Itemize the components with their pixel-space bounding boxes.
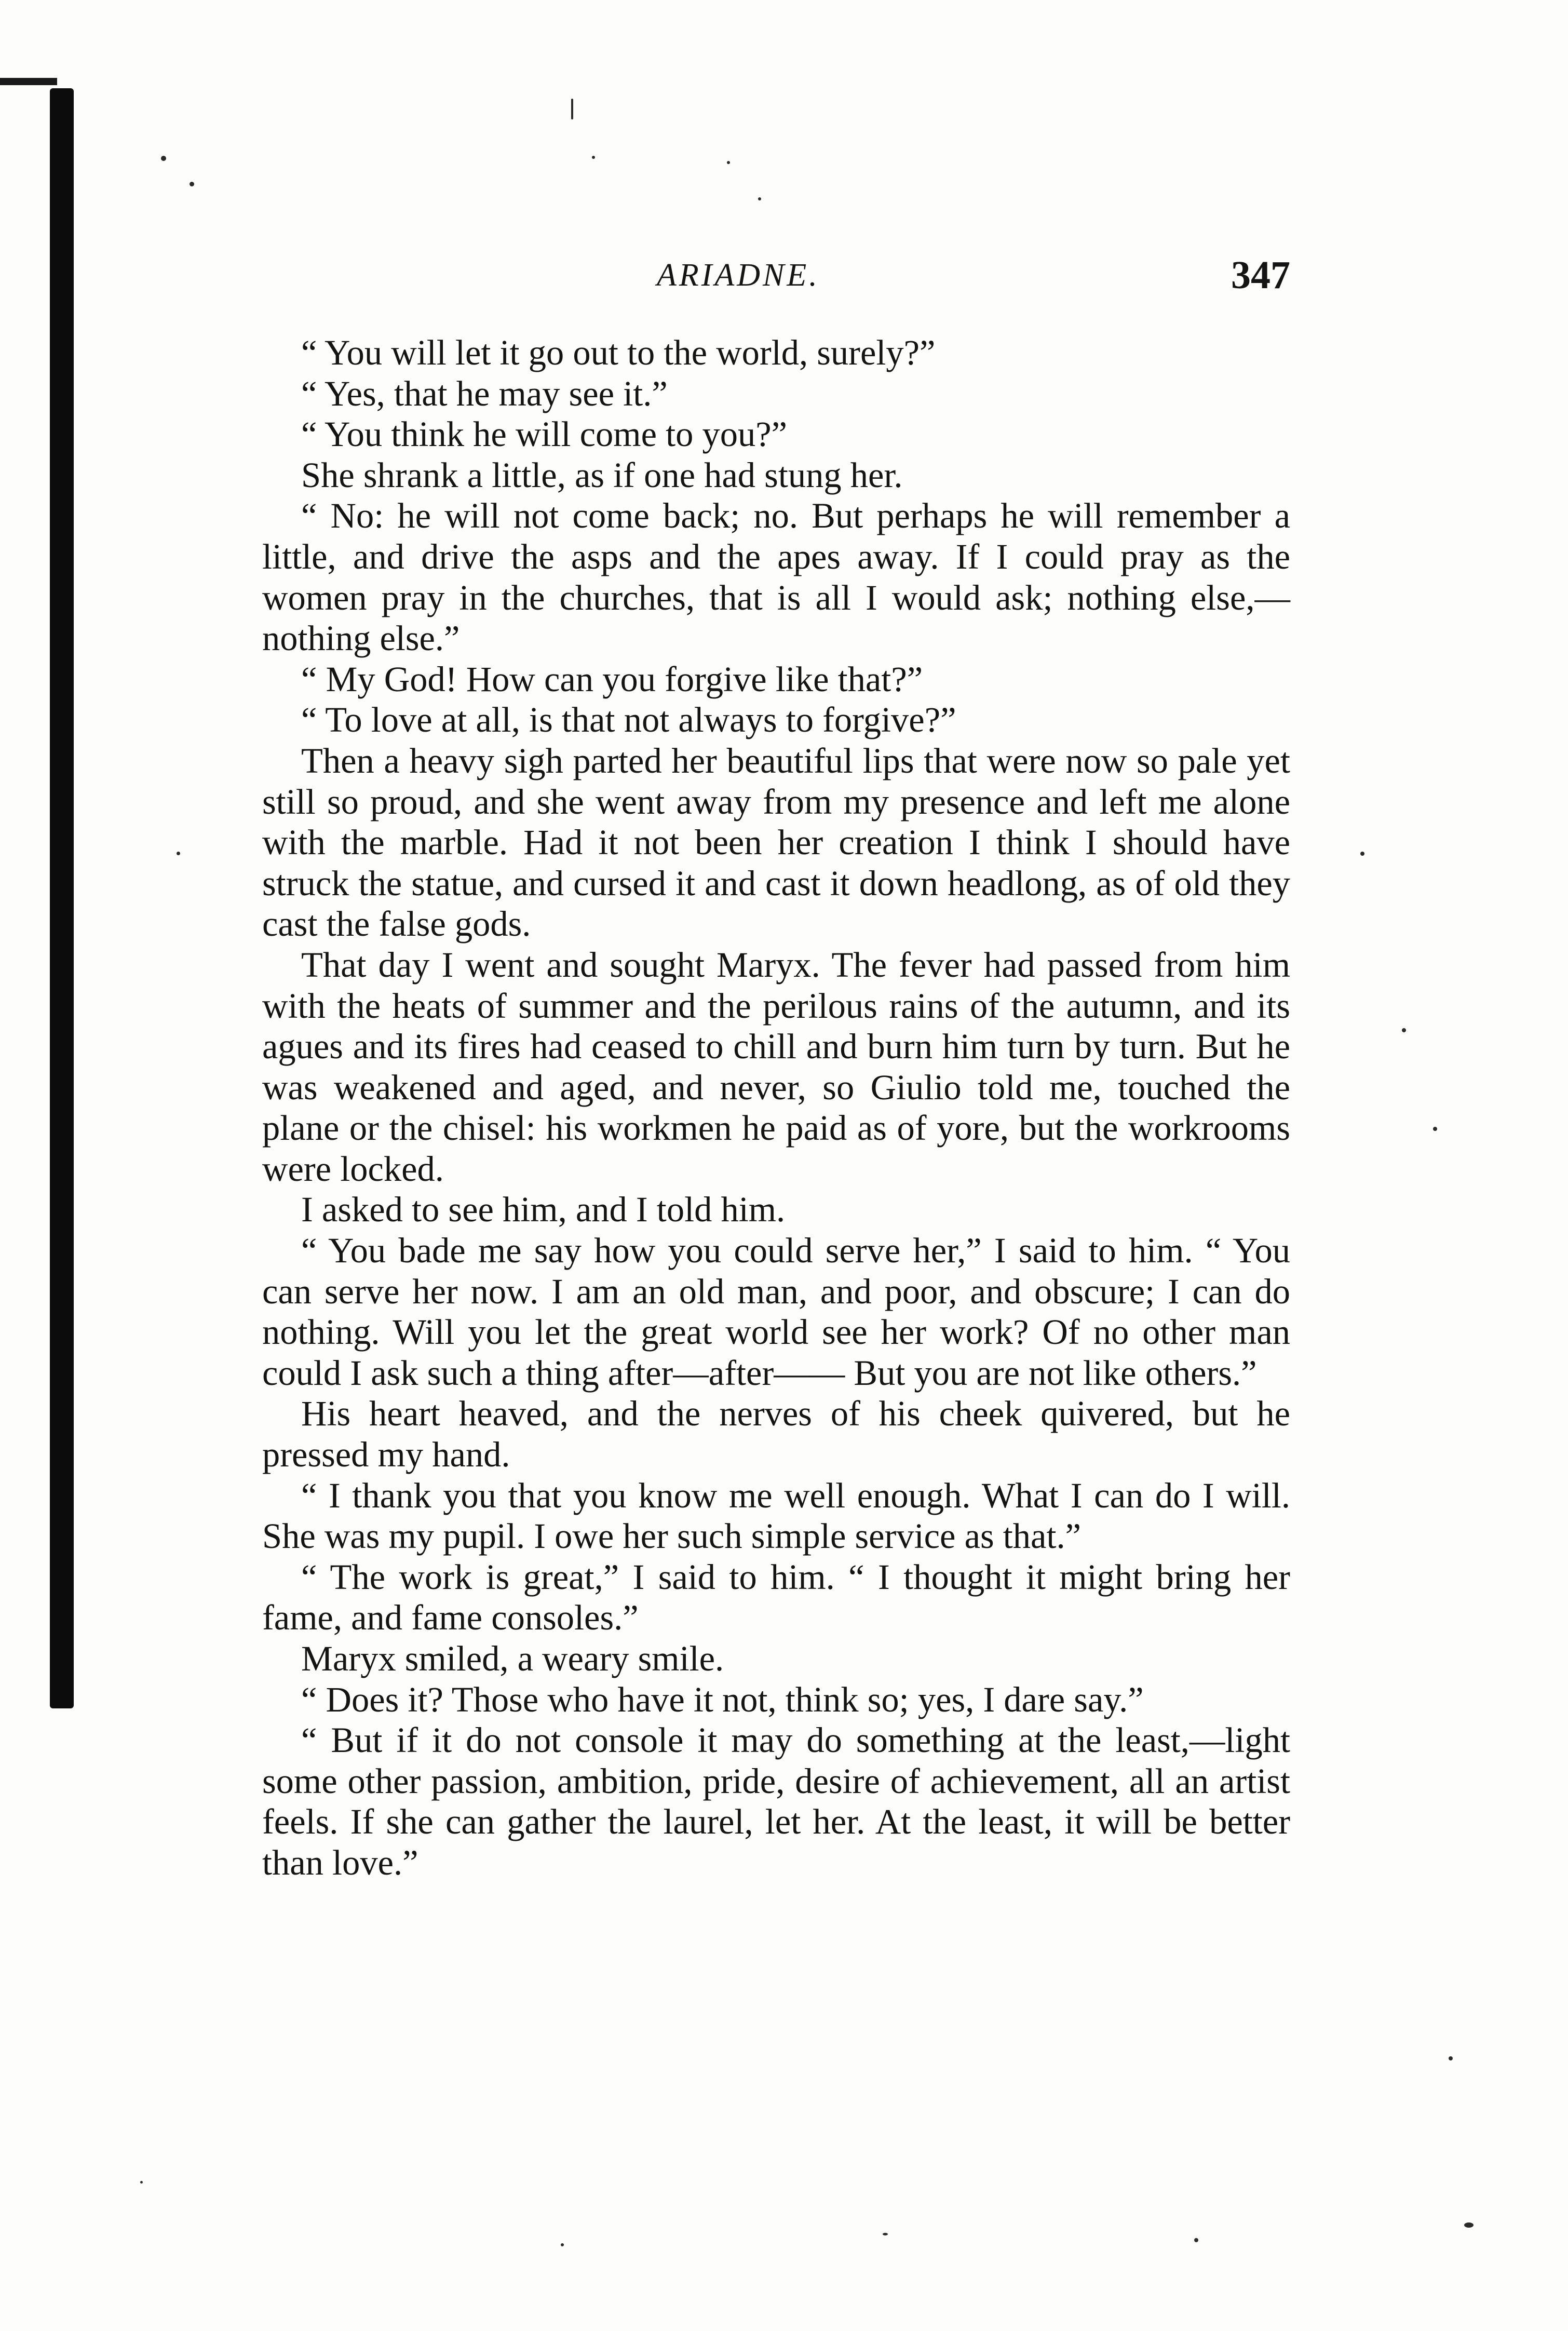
paragraph: “ To love at all, is that not always to forgive?” [301, 700, 956, 740]
paragraph: “ Does it? Those who have it not, think so; yes, I dare say.” [301, 1679, 1144, 1719]
scan-speck [140, 2181, 143, 2184]
paragraph: “ You think he will come to you?” [301, 414, 788, 454]
paragraph: That day I went and sought Maryx. The fever had passed from him with the heats of summer and the perilous rains of the autumn, and its agues and its fires had ceased to chill and burn him turn by turn. But he was weakened and aged, and never, so Giulio told me, touched the plane or the chisel: his workmen he paid as of yore, but the workrooms were locked. [262, 945, 1290, 1189]
binding-edge-mark [0, 78, 57, 85]
scan-speck [883, 2233, 888, 2235]
paragraph: “ Yes, that he may see it.” [301, 373, 668, 413]
paragraph: “ The work is great,” I said to him. “ I thought it might bring her fame, and fame consoles.” [262, 1557, 1290, 1638]
scan-speck [177, 852, 180, 855]
scan-speck [758, 197, 761, 200]
scan-speck [561, 2243, 564, 2246]
paragraph: I asked to see him, and I told him. [301, 1190, 786, 1230]
scan-speck [1464, 2222, 1474, 2228]
paragraph: “ No: he will not come back; no. But perhaps he will remember a little, and drive the asps and the apes away. If I could pray as the women pray in the churches, that is all I would ask; nothing else,—nothing else.” [262, 496, 1290, 658]
paragraph: “ My God! How can you forgive like that?” [301, 659, 923, 699]
paragraph: “ You bade me say how you could serve her,” I said to him. “ You can serve her now. I am an old man, and poor, and obscure; I can do nothing. Will you let the great world see her work? Of no other man could I ask such a thing after—after—— But you are not like others.” [262, 1231, 1290, 1393]
page-number: 347 [1231, 253, 1290, 297]
scan-speck [161, 156, 166, 161]
paragraph: “ You will let it go out to the world, surely?” [301, 333, 936, 372]
paragraph: “ But if it do not console it may do something at the least,—light some other passion, ambition, pride, desire of achievement, all an artist feels. If she can gather the laurel, let her. At the least, it will be better than love.” [262, 1720, 1290, 1882]
paragraph: “ I thank you that you know me well enough. What I can do I will. She was my pupil. I owe her such simple service as that.” [262, 1475, 1290, 1556]
scan-speck [190, 182, 194, 186]
body-text [262, 332, 1290, 1883]
scan-speck [727, 161, 730, 164]
scan-speck [1449, 2056, 1453, 2060]
running-title: ARIADNE. [657, 258, 820, 293]
scan-speck [592, 156, 595, 159]
binding-edge-shadow [50, 88, 74, 1708]
scan-speck [571, 99, 573, 119]
page-header [262, 253, 1290, 319]
paragraph: She shrank a little, as if one had stung her. [301, 455, 903, 495]
paragraph: Then a heavy sigh parted her beautiful lips that were now so pale yet still so proud, and she went away from my presence and left me alone with the marble. Had it not been her creation I think I should have struck the statue, and cursed it and cast it down headlong, as of old they cast the false gods. [262, 740, 1290, 944]
paragraph: His heart heaved, and the nerves of his cheek quivered, but he pressed my hand. [262, 1394, 1290, 1475]
scan-speck [1402, 1028, 1406, 1032]
scan-speck [1194, 2238, 1198, 2242]
scan-speck [1360, 852, 1364, 856]
paragraph: Maryx smiled, a weary smile. [301, 1639, 724, 1678]
scan-speck [1433, 1127, 1437, 1131]
